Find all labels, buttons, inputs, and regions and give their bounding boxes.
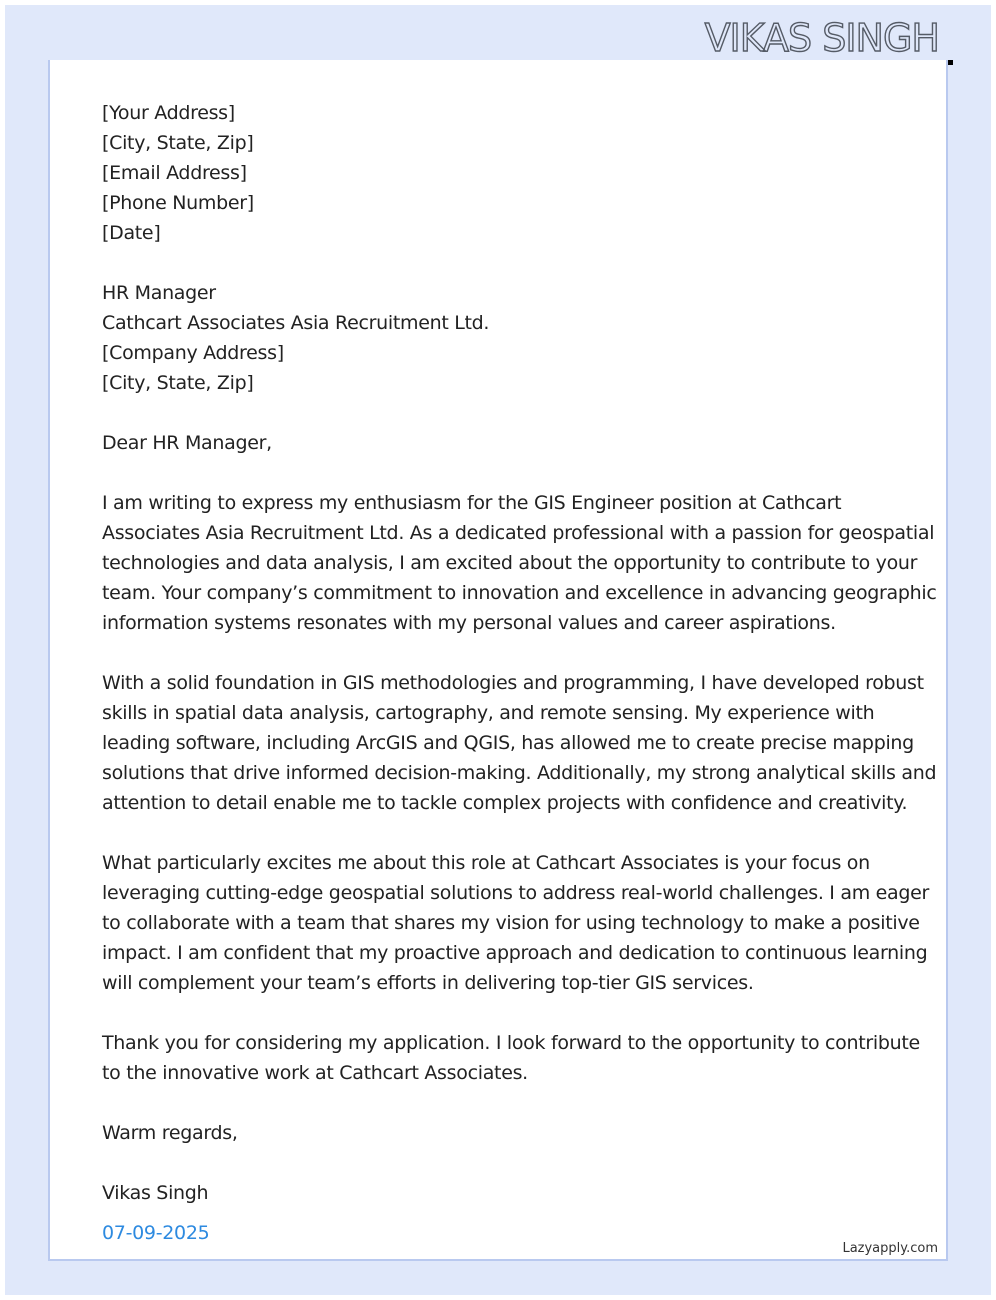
paragraph-line: will complement your team’s efforts in delivering top-tier GIS services. xyxy=(102,972,754,994)
body-paragraph-3 xyxy=(102,848,930,998)
paragraph-line: leveraging cutting-edge geospatial solutions to address real-world challenges. I am eager xyxy=(102,882,930,904)
sender-block xyxy=(102,98,902,248)
signed-date: 07-09-2025 xyxy=(102,1222,210,1244)
closing: Warm regards, xyxy=(102,1122,238,1144)
sender-email: [Email Address] xyxy=(102,162,247,184)
recipient-company: Cathcart Associates Asia Recruitment Ltd. xyxy=(102,312,490,334)
paragraph-line: Thank you for considering my application. I look forward to the opportunity to contribute xyxy=(102,1032,920,1054)
footer-brand-text: Lazyapply.com xyxy=(842,1241,938,1256)
cover-letter-body xyxy=(102,98,937,1248)
paragraph-line: solutions that drive informed decision-making. Additionally, my strong analytical skills and xyxy=(102,762,937,784)
sender-address: [Your Address] xyxy=(102,102,235,124)
paragraph-line: information systems resonates with my personal values and career aspirations. xyxy=(102,612,836,634)
paragraph-line: skills in spatial data analysis, cartography, and remote sensing. My experience with xyxy=(102,702,875,724)
paragraph-line: I am writing to express my enthusiasm for the GIS Engineer position at Cathcart xyxy=(102,492,842,514)
recipient-block xyxy=(102,278,902,398)
sender-city-state-zip: [City, State, Zip] xyxy=(102,132,254,154)
paragraph-line: to collaborate with a team that shares my vision for using technology to make a positive xyxy=(102,912,920,934)
paragraph-line: impact. I am confident that my proactive approach and dedication to continuous learning xyxy=(102,942,928,964)
sender-phone: [Phone Number] xyxy=(102,192,254,214)
paragraph-line: attention to detail enable me to tackle complex projects with confidence and creativity. xyxy=(102,792,908,814)
body-paragraph-4 xyxy=(102,1028,920,1088)
body-paragraph-2 xyxy=(102,668,937,818)
paragraph-line: With a solid foundation in GIS methodologies and programming, I have developed robust xyxy=(102,672,924,694)
paragraph-line: to the innovative work at Cathcart Associates. xyxy=(102,1062,528,1084)
paragraph-line: Associates Asia Recruitment Ltd. As a dedicated professional with a passion for geospatial xyxy=(102,522,935,544)
paragraph-line: leading software, including ArcGIS and QGIS, has allowed me to create precise mapping xyxy=(102,732,914,754)
paragraph-line: technologies and data analysis, I am excited about the opportunity to contribute to your xyxy=(102,552,918,574)
recipient-title: HR Manager xyxy=(102,282,216,304)
signature-name: Vikas Singh xyxy=(102,1182,209,1204)
paragraph-line: team. Your company’s commitment to innovation and excellence in advancing geographic xyxy=(102,582,937,604)
letter-sheet xyxy=(48,60,948,1261)
sender-date: [Date] xyxy=(102,222,161,244)
paragraph-line: What particularly excites me about this role at Cathcart Associates is your focus on xyxy=(102,852,870,874)
recipient-address: [Company Address] xyxy=(102,342,284,364)
body-paragraph-1 xyxy=(102,488,937,638)
salutation: Dear HR Manager, xyxy=(102,432,272,454)
recipient-city-state-zip: [City, State, Zip] xyxy=(102,372,254,394)
applicant-name-heading: VIKAS SINGH xyxy=(704,16,939,60)
